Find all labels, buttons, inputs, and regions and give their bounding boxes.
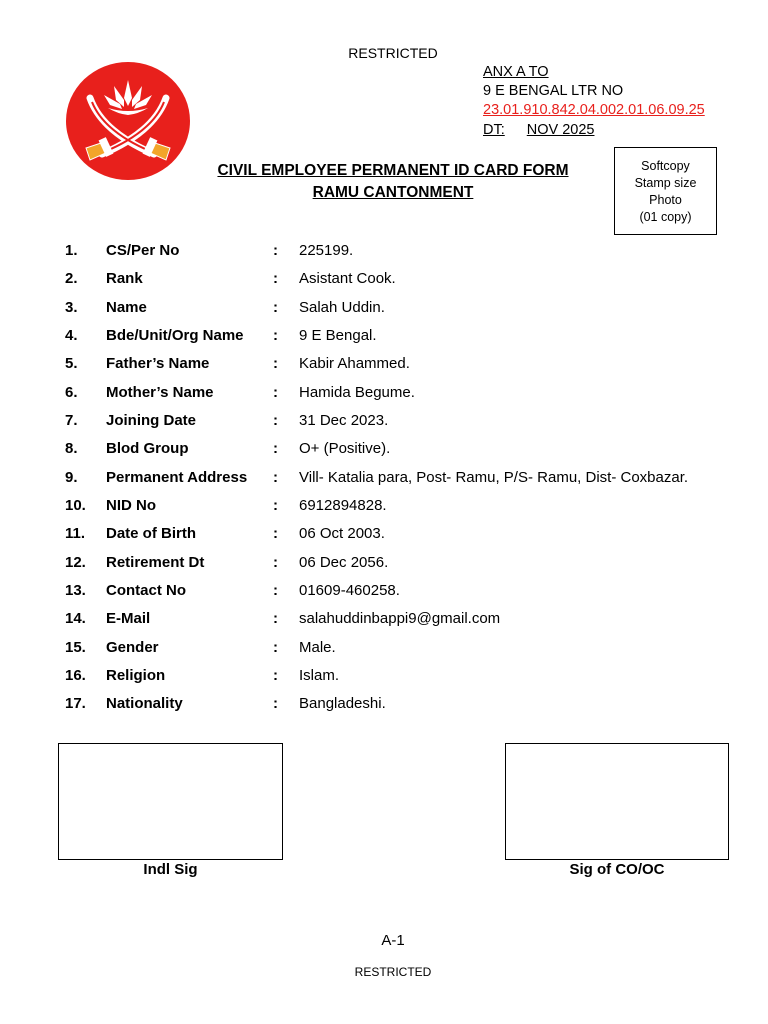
field-row: 14. E-Mail : salahuddinbappi9@gmail.com: [65, 610, 501, 627]
co-oc-signature-box[interactable]: [505, 743, 729, 860]
field-row: 4. Bde/Unit/Org Name : 9 E Bengal.: [65, 327, 377, 344]
individual-signature-label: Indl Sig: [143, 861, 198, 878]
photo-box-line4: (01 copy): [639, 210, 692, 224]
field-row: 11. Date of Birth : 06 Oct 2003.: [65, 525, 385, 542]
field-row: 1. CS/Per No : 225199.: [65, 242, 354, 259]
individual-signature-box[interactable]: [58, 743, 283, 860]
field-row: 17. Nationality : Bangladeshi.: [65, 695, 386, 712]
annex-date-label: DT:: [483, 122, 505, 138]
field-row: 8. Blod Group : O+ (Positive).: [65, 440, 391, 457]
field-row: 6. Mother’s Name : Hamida Begume.: [65, 384, 415, 401]
field-row: 5. Father’s Name : Kabir Ahammed.: [65, 355, 410, 372]
photo-box: [614, 147, 717, 235]
annex-date-value: NOV 2025: [526, 122, 595, 138]
co-oc-signature-label: Sig of CO/OC: [569, 861, 665, 878]
photo-box-line2: Stamp size: [634, 176, 697, 190]
photo-box-line3: Photo: [649, 193, 682, 207]
field-row: 13. Contact No : 01609-460258.: [65, 582, 400, 599]
field-row: 7. Joining Date : 31 Dec 2023.: [65, 412, 389, 429]
field-row: 15. Gender : Male.: [65, 639, 336, 656]
annex-ref-no: 23.01.910.842.04.002.01.06.09.25: [483, 102, 705, 118]
annex-line1: ANX A TO: [483, 64, 549, 80]
field-row: 12. Retirement Dt : 06 Dec 2056.: [65, 554, 389, 571]
field-row: 3. Name : Salah Uddin.: [65, 299, 385, 316]
page-number: A-1: [381, 932, 405, 949]
form-title: CIVIL EMPLOYEE PERMANENT ID CARD FORM: [217, 162, 569, 179]
field-row: 2. Rank : Asistant Cook.: [65, 270, 396, 287]
photo-box-line1: Softcopy: [641, 159, 690, 173]
classification-bottom: RESTRICTED: [354, 965, 432, 979]
classification-top: RESTRICTED: [348, 45, 438, 61]
form-subtitle: RAMU CANTONMENT: [312, 184, 474, 201]
annex-line2: 9 E BENGAL LTR NO: [483, 83, 624, 99]
field-row: 16. Religion : Islam.: [65, 667, 340, 684]
annex-date: [483, 121, 594, 140]
field-row: 10. NID No : 6912894828.: [65, 497, 387, 514]
field-row: 9. Permanent Address : Vill- Katalia para, Post- Ramu, P/S- Ramu, Dist- Coxbazar.: [65, 469, 689, 486]
